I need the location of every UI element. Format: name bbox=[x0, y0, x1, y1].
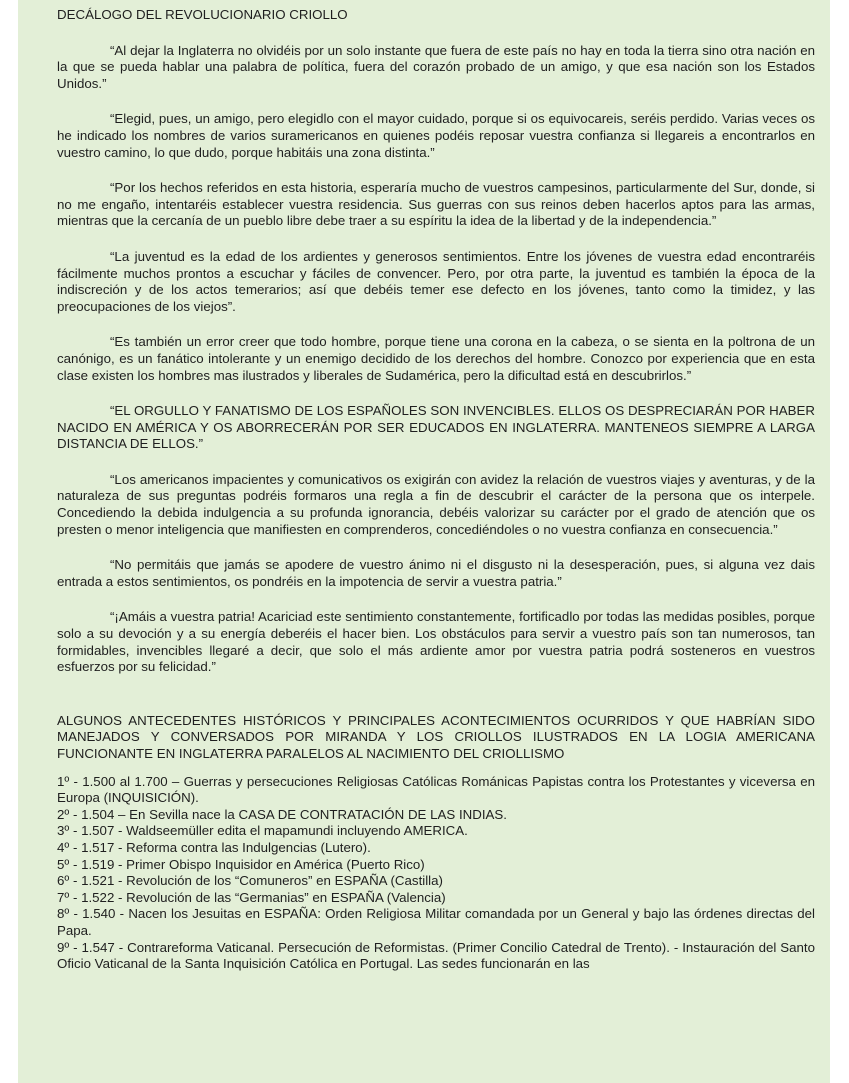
list-item: 5º - 1.519 - Primer Obispo Inquisidor en América (Puerto Rico) bbox=[57, 856, 425, 872]
spacer bbox=[57, 315, 815, 334]
list-item: 6º - 1.521 - Revolución de los “Comuneros” en ESPAÑA (Castilla) bbox=[57, 873, 443, 889]
spacer bbox=[57, 384, 815, 403]
document-title: DECÁLOGO DEL REVOLUCIONARIO CRIOLLO bbox=[57, 7, 348, 22]
paragraph: “No permitáis que jamás se apodere de vuestro ánimo ni el disgusto ni la desesperación, pues, si alguna vez dais entrada a estos sentimientos, os pondréis en la impotencia de servir a vuestra patria.” bbox=[57, 557, 815, 589]
spacer bbox=[57, 230, 815, 249]
paragraph: “Es también un error creer que todo hombre, porque tiene una corona en la cabeza, o se sienta en la poltrona de un canónigo, es un fanático intolerante y un enemigo decidido de los derechos del hombre. Conozco por experiencia que en esta clase existen los hombres mas ilustrados y liberales de Sudamérica, pero la dificultad está en descubrirlos.” bbox=[57, 334, 815, 383]
spacer bbox=[57, 161, 815, 180]
list-item: 9º - 1.547 - Contrareforma Vaticanal. Persecución de Reformistas. (Primer Concilio Catedral de Trento). - Instauración del Santo Oficio Vaticanal de la Santa Inquisición Católica en Portugal. Las sedes funcionarán en las bbox=[57, 939, 815, 972]
page-background bbox=[18, 0, 830, 1083]
list-item: 4º - 1.517 - Reforma contra las Indulgencias (Lutero). bbox=[57, 839, 371, 855]
list-item: 2º - 1.504 – En Sevilla nace la CASA DE CONTRATACIÓN DE LAS INDIAS. bbox=[57, 806, 507, 822]
document-body bbox=[57, 7, 815, 973]
paragraph: “Los americanos impacientes y comunicativos os exigirán con avidez la relación de vuestros viajes y aventuras, y de la naturaleza de sus preguntas podréis formaros una regla a fin de descubrir el carácter de la persona que os interpele. Concediendo la debida indulgencia a su profunda ignorancia, debéis valorizar su carácter por el grado de atención que os presten o menor inteligencia que manifiesten en comprenderos, concediéndoles o no vuestra confianza en consecuencia.” bbox=[57, 471, 815, 537]
paragraph: “Elegid, pues, un amigo, pero elegidlo con el mayor cuidado, porque si os equivocareis, seréis perdido. Varias veces os he indicado los nombres de varios suramericanos en quienes podéis reposar vuestra confianza si llegareis a encontrarlos en vuestro camino, lo que dudo, porque habitáis una zona distinta.” bbox=[57, 111, 815, 160]
spacer bbox=[57, 24, 815, 43]
list-item: 3º - 1.507 - Waldseemüller edita el mapamundi incluyendo AMERICA. bbox=[57, 823, 468, 839]
spacer bbox=[57, 763, 815, 774]
paragraph: “Por los hechos referidos en esta historia, esperaría mucho de vuestros campesinos, particularmente del Sur, donde, si no me engaño, intentaréis establecer vuestra residencia. Sus guerras con sus reinos deben hacerlos aptos para las armas, mientras que la cercanía de un pueblo libre debe traer a su espíritu la idea de la libertad y de la independencia.” bbox=[57, 180, 815, 229]
paragraph: “EL ORGULLO Y FANATISMO DE LOS ESPAÑOLES SON INVENCIBLES. ELLOS OS DESPRECIARÁN POR HABER NACIDO EN AMÉRICA Y OS ABORRECERÁN POR SER EDUCADOS EN INGLATERRA. MANTENEOS SIEMPRE A LARGA DISTANCIA DE ELLOS.” bbox=[57, 403, 815, 452]
paragraph: “¡Amáis a vuestra patria! Acariciad este sentimiento constantemente, fortificadlo por todas las medidas posibles, porque solo a su devoción y a su energía deberéis el hacer bien. Los obstáculos para servir a vuestro país son tan numerosos, tan formidables, invencibles llegaré a decir, que solo el más ardiente amor por vuestra patria podrá sosteneros en vuestros esfuerzos por su felicidad.” bbox=[57, 609, 815, 675]
list-item: 1º - 1.500 al 1.700 – Guerras y persecuciones Religiosas Católicas Románicas Papistas contra los Protestantes y viceversa en Europa (INQUISICIÓN). bbox=[57, 773, 815, 806]
paragraph: “La juventud es la edad de los ardientes y generosos sentimientos. Entre los jóvenes de vuestra edad encontraréis fácilmente muchos prontos a escuchar y fáciles de convencer. Pero, por otra parte, la juventud es también la época de la indiscreción y de los actos temerarios; así que debéis temer ese defecto en los jóvenes, tanto como la timidez, y las preocupaciones de los viejos”. bbox=[57, 248, 815, 314]
spacer bbox=[57, 453, 815, 472]
list-item: 7º - 1.522 - Revolución de las “Germanias” en ESPAÑA (Valencia) bbox=[57, 889, 446, 905]
spacer bbox=[57, 538, 815, 557]
list-item: 8º - 1.540 - Nacen los Jesuitas en ESPAÑA: Orden Religiosa Militar comandada por un General y bajo las órdenes directas del Papa. bbox=[57, 906, 815, 938]
spacer bbox=[57, 92, 815, 111]
spacer bbox=[57, 590, 815, 609]
section-title: ALGUNOS ANTECEDENTES HISTÓRICOS Y PRINCIPALES ACONTECIMIENTOS OCURRIDOS Y QUE HABRÍAN SIDO MANEJADOS Y CONVERSADOS POR MIRANDA Y LOS CRIOLLOS ILUSTRADOS EN LA LOGIA AMERICANA FUNCIONANTE EN INGLATERRA PARALELOS AL NACIMIENTO DEL CRIOLLISMO bbox=[57, 712, 815, 761]
section-spacer bbox=[57, 676, 815, 713]
paragraph: “Al dejar la Inglaterra no olvidéis por un solo instante que fuera de este país no hay en toda la tierra sino otra nación en la que se pueda hablar una palabra de política, fuera del corazón probado de un amigo, y que esa nación son los Estados Unidos.” bbox=[57, 42, 815, 91]
